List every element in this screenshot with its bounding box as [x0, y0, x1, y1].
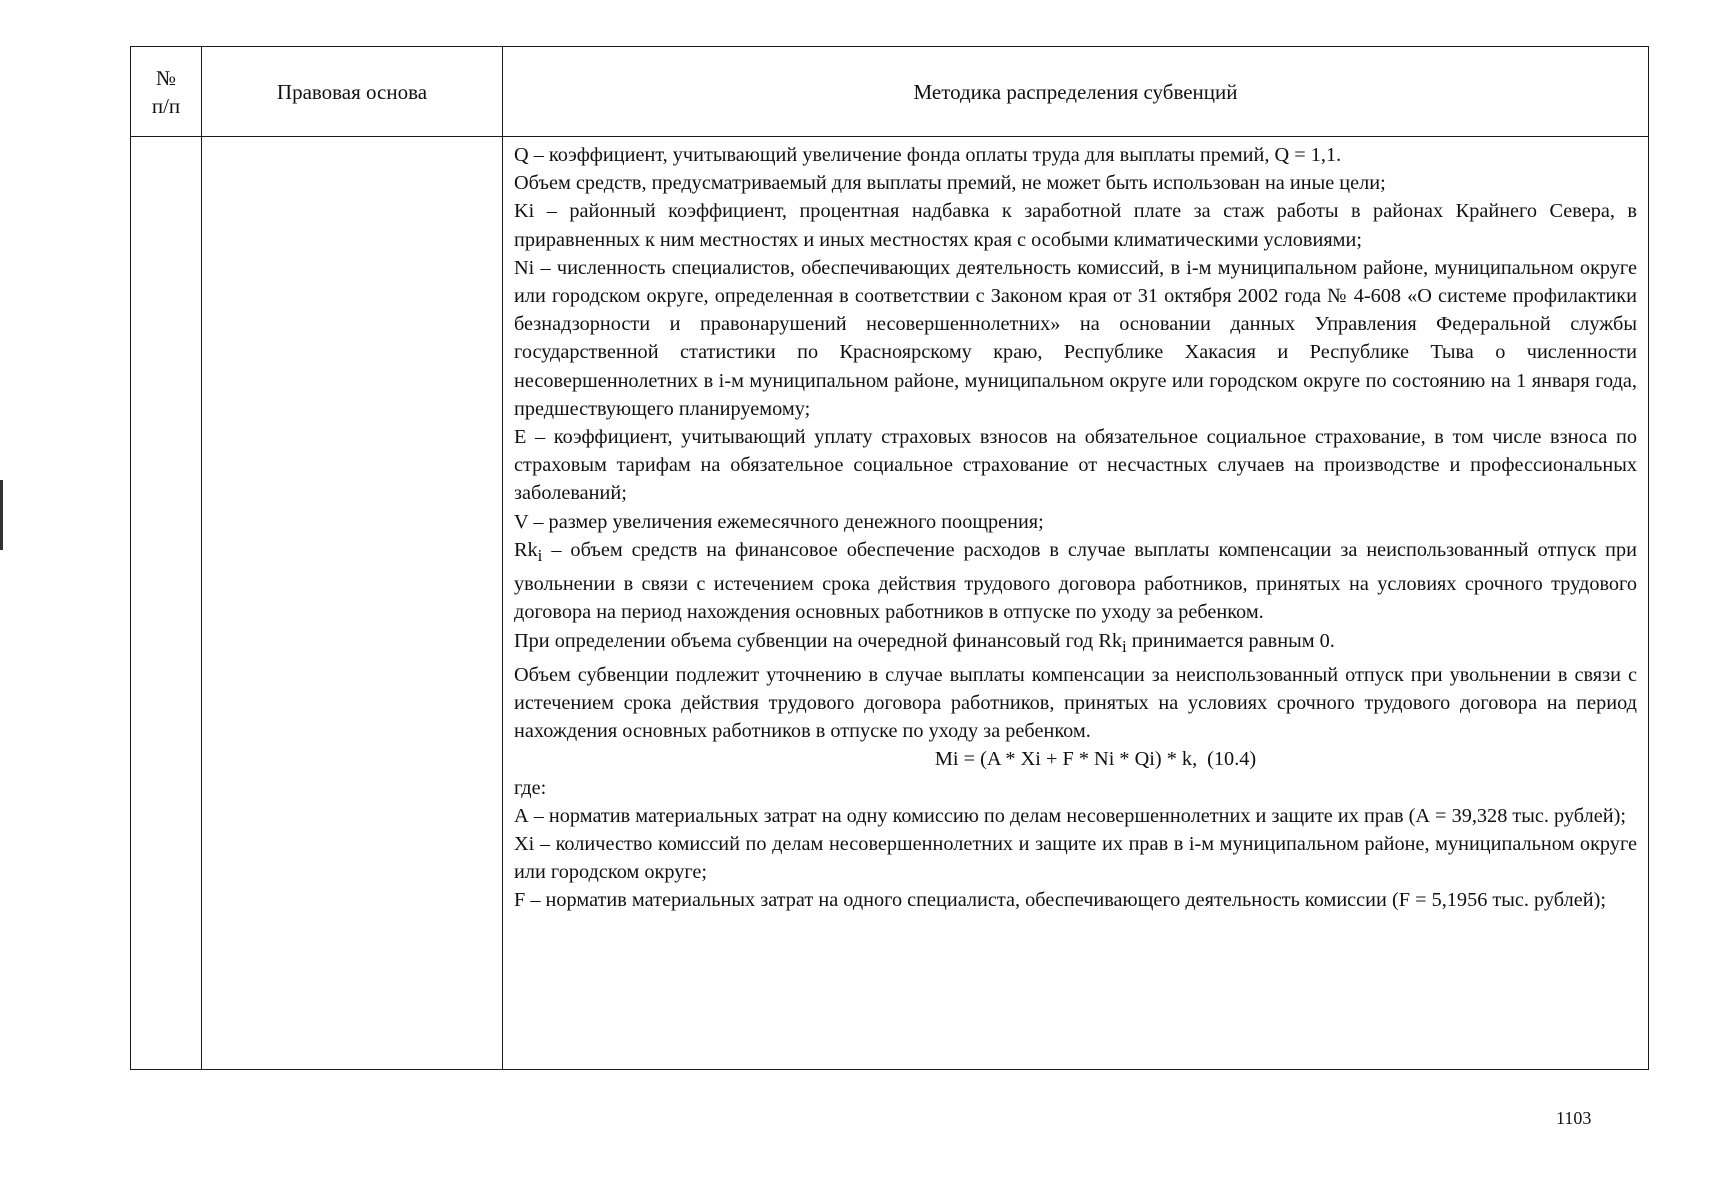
header-number-abbrev: п/п — [151, 93, 181, 118]
header-number-symbol: № — [155, 65, 177, 90]
paragraph-subsidy-refinement: Объем субвенции подлежит уточнению в случае выплаты компенсации за неиспользованный отпуск при увольнении в связи с истечением срока действия трудового договора работников, принятых на условиях срочного трудового договора на период нахождения основных работников в отпуске по уходу за ребенком. — [514, 663, 1637, 743]
table-row — [131, 137, 1649, 1070]
formula-number: (10.4) — [1207, 748, 1257, 771]
header-methodology: Методика распределения субвенций — [503, 47, 1649, 137]
paragraph-rk-definition — [514, 536, 1637, 627]
rk-symbol: Rk — [514, 538, 538, 561]
rk-subscript: i — [537, 545, 543, 565]
formula-10-4 — [514, 745, 1637, 773]
paragraph-q-coefficient: Q – коэффициент, учитывающий увеличение фонда оплаты труда для выплаты премий, Q = 1,1. — [514, 144, 1342, 166]
rk-zero-subscript: i — [1122, 636, 1127, 656]
subsidy-methodology-table — [130, 46, 1649, 1070]
paragraph-ni-specialists: Ni – численность специалистов, обеспечивающих деятельность комиссий, в i-м муниципальном районе, муниципальном округе или городском округе, определенная в соответствии с Законом края от 31 октября 2002 года № 4-608 «О системе профилактики безнадзорности и правонарушений несовершеннолетних» на основании данных Управления Федеральной службы государственной статистики по Красноярскому краю, Республике Хакасия и Республике Тыва о численности несовершеннолетних в i-м муниципальном районе, муниципальном округе или городском округе по состоянию на 1 января года, предшествующего планируемому; — [514, 256, 1637, 420]
cell-methodology — [503, 137, 1649, 1070]
paragraph-bonus-funds: Объем средств, предусматриваемый для выплаты премий, не может быть использован на иные цели; — [514, 172, 1386, 195]
header-number — [131, 47, 202, 137]
rk-text: – объем средств на финансовое обеспечение расходов в случае выплаты компенсации за неиспользованный отпуск при увольнении в связи с истечением срока действия трудового договора работников, принятых на условиях срочного трудового договора на период нахождения основных работников в отпуске по уходу за ребенком. — [514, 538, 1637, 624]
formula-expression: Mi = (A * Xi + F * Ni * Qi) * k, — [934, 748, 1198, 771]
cell-number — [131, 137, 202, 1070]
paragraph-a-norm: А – норматив материальных затрат на одну комиссию по делам несовершеннолетних и защите их прав (А = 39,328 тыс. рублей); — [514, 804, 1626, 827]
paragraph-ki-coefficient: Ki – районный коэффициент, процентная надбавка к заработной плате за стаж работы в районах Крайнего Севера, в приравненных к ним местностях и иных местностях края с особыми климатическими условиями; — [514, 200, 1637, 251]
cell-legal-basis — [202, 137, 503, 1070]
paragraph-where: где: — [514, 776, 547, 799]
paragraph-xi-count: Xi – количество комиссий по делам несовершеннолетних и защите их прав в i-м муниципальном районе, муниципальном округе или городском округе; — [514, 832, 1637, 884]
rk-zero-after: принимается равным 0. — [1126, 629, 1335, 652]
paragraph-f-norm: F – норматив материальных затрат на одного специалиста, обеспечивающего деятельность комиссии (F = 5,1956 тыс. рублей); — [514, 889, 1606, 912]
header-legal-basis: Правовая основа — [202, 47, 503, 137]
page-number: 1103 — [1556, 1108, 1592, 1128]
paragraph-e-coefficient: Е – коэффициент, учитывающий уплату страховых взносов на обязательное социальное страхование, в том числе взноса по страховым тарифам на обязательное социальное страхование от несчастных случаев на производстве и профессиональных заболеваний; — [514, 426, 1637, 505]
paragraph-v-increase: V – размер увеличения ежемесячного денежного поощрения; — [514, 510, 1044, 533]
rk-zero-before: При определении объема субвенции на очередной финансовый год Rk — [514, 629, 1122, 652]
scan-artifact — [0, 480, 3, 550]
paragraph-rk-zero — [514, 627, 1637, 661]
table-header-row — [131, 47, 1649, 137]
